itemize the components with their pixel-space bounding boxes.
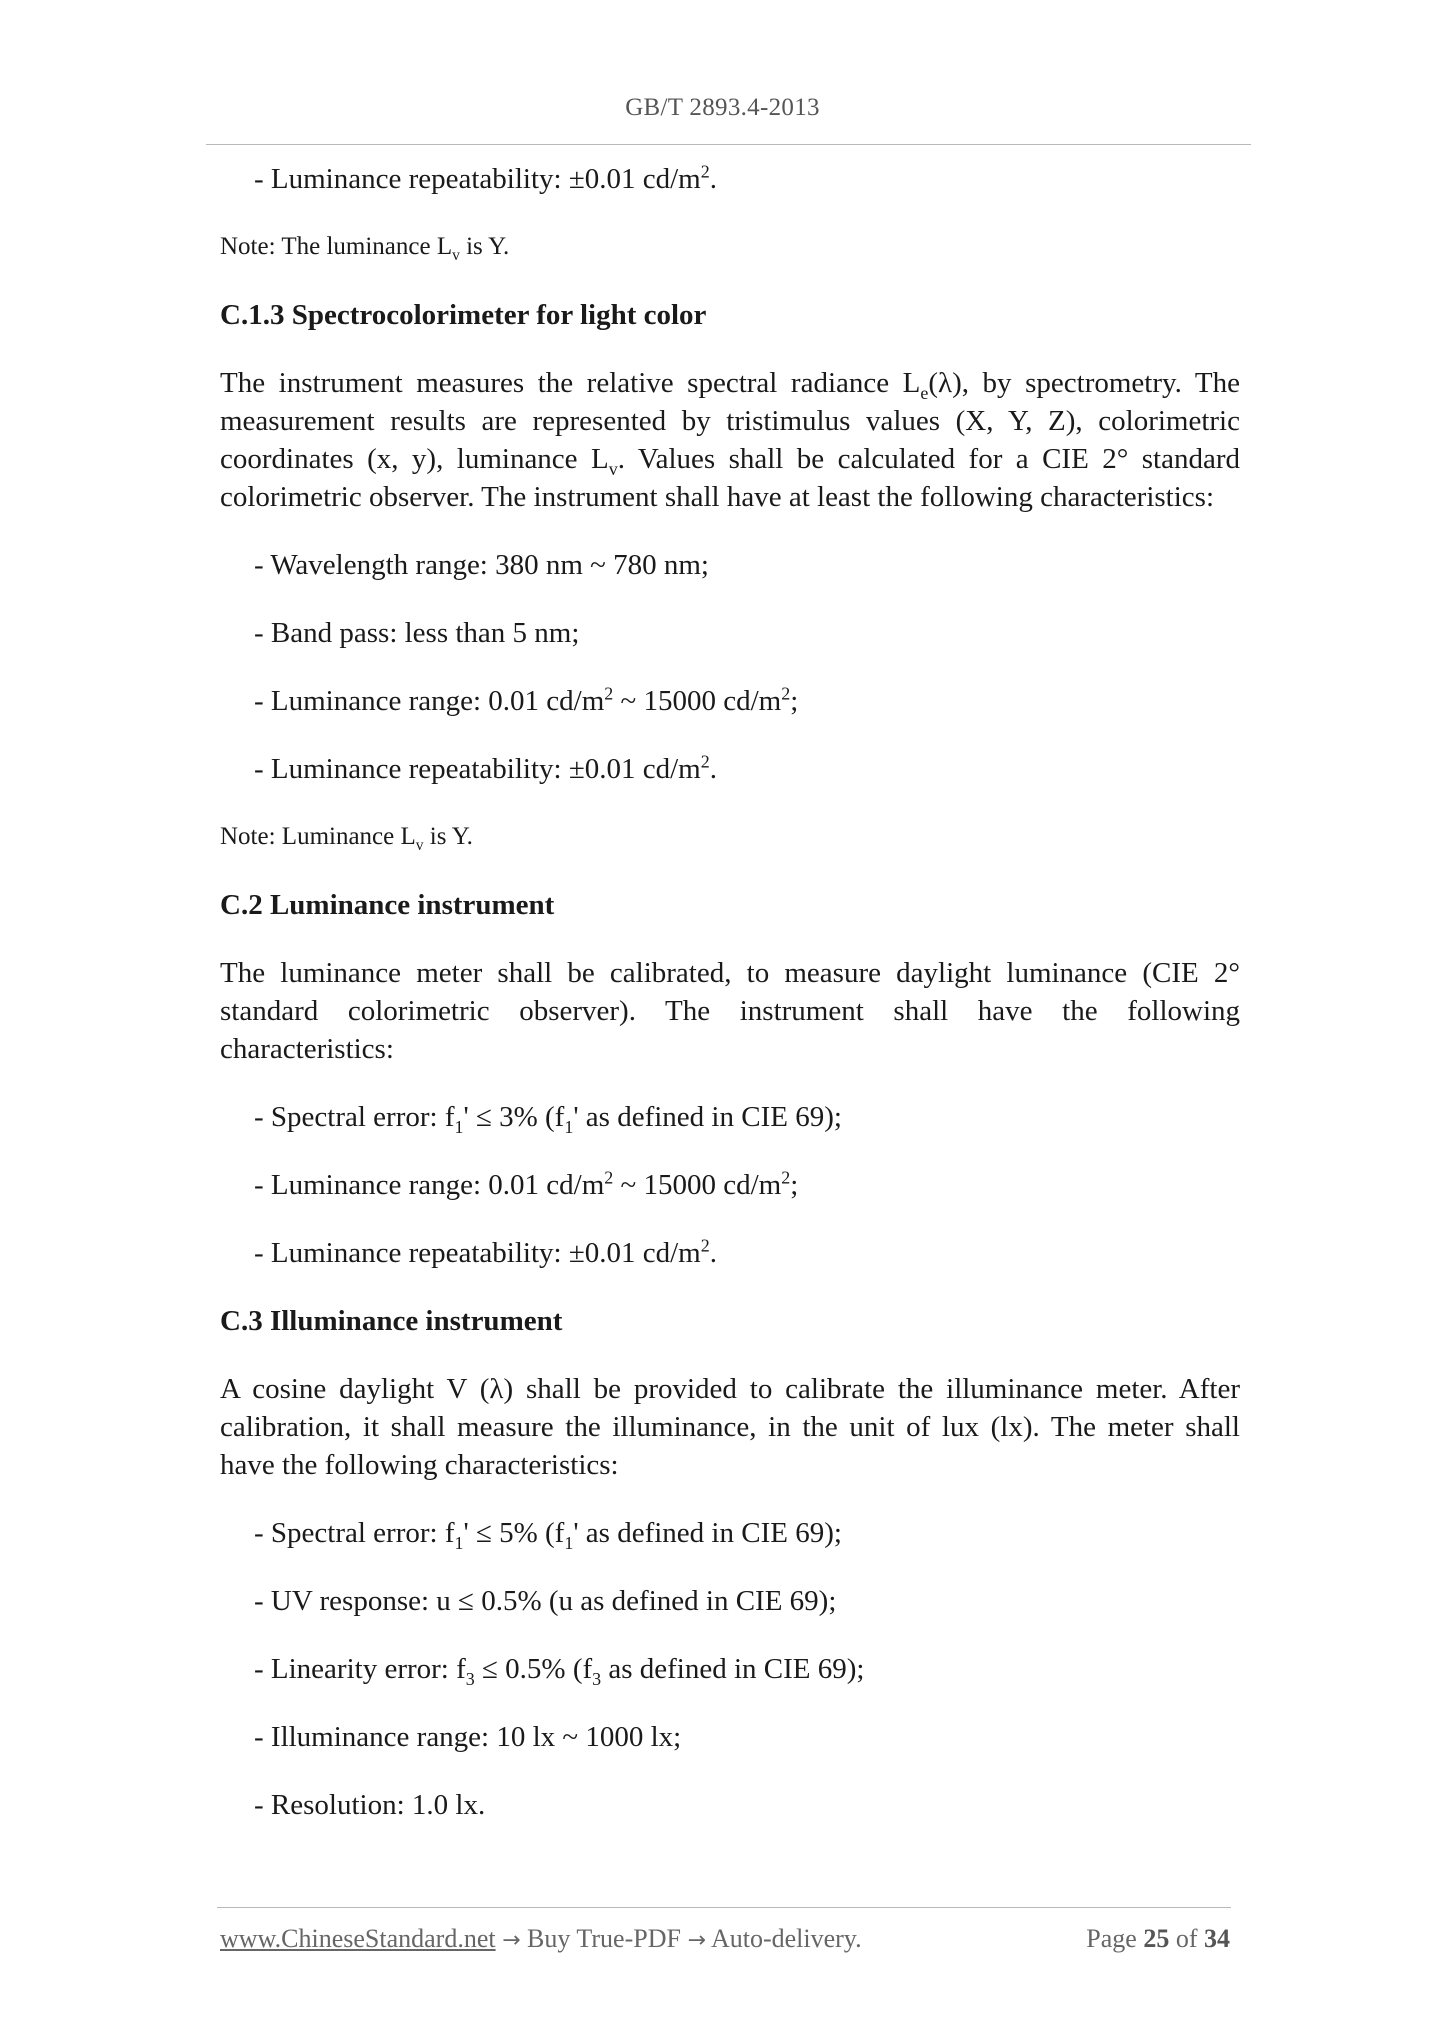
bullet-illuminance-range: - Illuminance range: 10 lx ~ 1000 lx;: [254, 1721, 682, 1753]
note-luminance-2: Note: Luminance $L_v$ is Y.: [220, 823, 473, 854]
bullet-uv-response: - UV response: u ≤ 0.5% (u as defined in CIE 69);: [254, 1585, 837, 1617]
paragraph-c13: The instrument measures the relative spectral radiance $L_e(\lambda)$, by spectrometry. The measurement results are represented by tristimulus values (X, Y, Z), colorimetric coordinates (x, y), luminance $L_v$. Values shall be calculated for a CIE 2° standard colorimetric observer. The instrument shall have at least the following characteristics:: [220, 367, 1240, 513]
page-body: [220, 160, 1240, 1854]
paragraph-c3: A cosine daylight V (λ) shall be provided to calibrate the illuminance meter. After calibration, it shall measure the illuminance, in the unit of lux (lx). The meter shall have the following characteristics:: [220, 1373, 1240, 1481]
heading-c2: C.2 Luminance instrument: [220, 889, 555, 921]
arrow-right-icon: →: [502, 1928, 521, 1953]
heading-c3: C.3 Illuminance instrument: [220, 1305, 563, 1337]
bullet-band-pass: - Band pass: less than 5 nm;: [254, 617, 580, 649]
page-footer: [220, 1924, 1230, 1954]
arrow-right-icon: →: [687, 1928, 706, 1953]
header-divider: [206, 144, 1251, 145]
page-number: Page 25 of 34: [1086, 1924, 1230, 1953]
bullet-luminance-repeatability-1: - Luminance repeatability: ±0.01 $cd/m^2$.: [254, 161, 717, 195]
auto-delivery-text: Auto-delivery.: [705, 1924, 862, 1953]
note-luminance-1: Note: The luminance $L_v$ is Y.: [220, 233, 510, 264]
bullet-resolution: - Resolution: 1.0 lx.: [254, 1789, 486, 1821]
footer-left: [220, 1924, 862, 1954]
heading-c13: C.1.3 Spectrocolorimeter for light color: [220, 299, 707, 331]
bullet-spectral-error-5: - Spectral error: $f_1' \le 5\%$ ($f_1'$ as defined in CIE 69);: [254, 1517, 842, 1553]
total-page-count: 34: [1204, 1924, 1230, 1953]
current-page-number: 25: [1143, 1924, 1170, 1953]
bullet-linearity-error: - Linearity error: $f_3 \le 0.5\%$ ($f_3$ as defined in CIE 69);: [254, 1653, 865, 1689]
bullet-luminance-repeatability-2: - Luminance repeatability: ±0.01 $cd/m^2$.: [254, 751, 717, 785]
document-code-header: GB/T 2893.4-2013: [625, 94, 820, 121]
chinesestandard-link[interactable]: www.ChineseStandard.net: [220, 1924, 496, 1953]
bullet-wavelength-range: - Wavelength range: 380 nm ~ 780 nm;: [254, 549, 709, 581]
footer-divider: [217, 1907, 1231, 1908]
bullet-luminance-range-2: - Luminance range: 0.01 $cd/m^2$ ~ 15000 $cd/m^2$;: [254, 1167, 799, 1201]
bullet-spectral-error-3: - Spectral error: $f_1' \le 3\%$ ($f_1'$ as defined in CIE 69);: [254, 1101, 842, 1137]
buy-true-pdf-text: Buy True-PDF: [520, 1924, 688, 1953]
paragraph-c2: The luminance meter shall be calibrated, to measure daylight luminance (CIE 2° standard colorimetric observer). The instrument shall have the following characteristics:: [220, 957, 1240, 1065]
bullet-luminance-range-1: - Luminance range: 0.01 $cd/m^2$ ~ 15000 $cd/m^2$;: [254, 683, 799, 717]
bullet-luminance-repeatability-3: - Luminance repeatability: ±0.01 $cd/m^2$.: [254, 1235, 717, 1269]
